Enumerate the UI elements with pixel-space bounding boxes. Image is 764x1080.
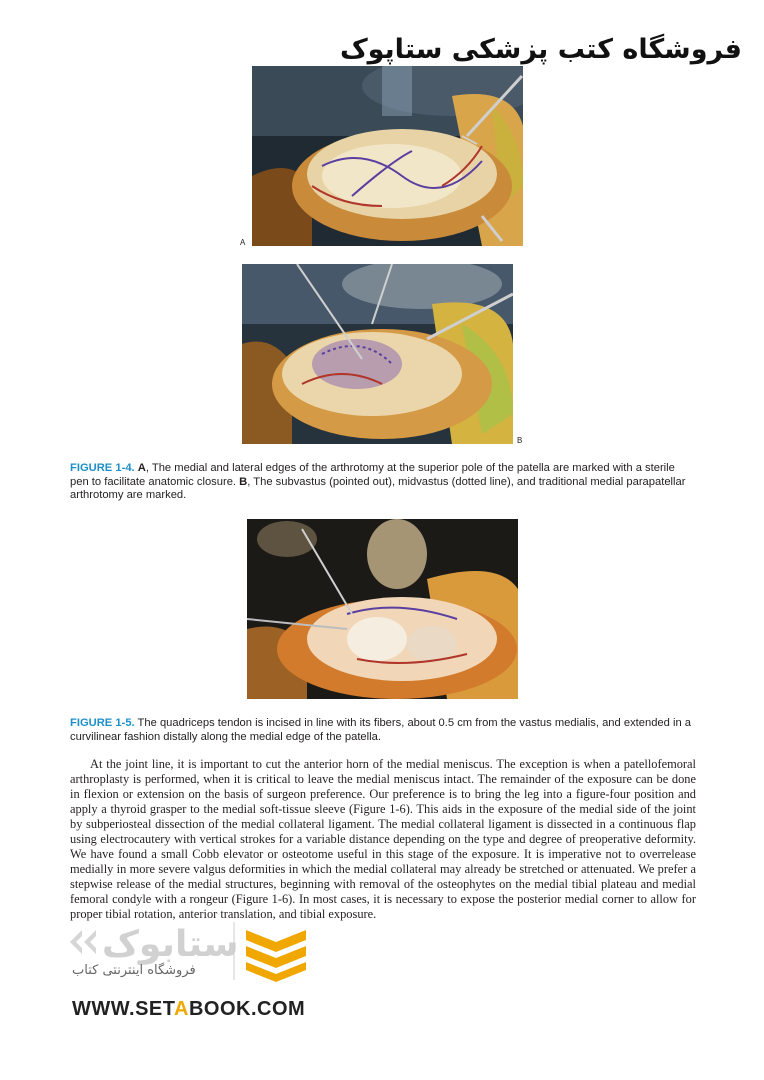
figure-1-5-caption [70,717,696,744]
panel-label-a: A [240,238,246,247]
watermark-tagline: فروشگاه اینترنتی کتاب [72,963,196,978]
url-prefix: WWW.SET [72,998,174,1020]
figure-1-5-number: FIGURE 1-5. [70,717,135,729]
surgical-photo-b [242,264,513,444]
caption-part-a-text: , The medial and lateral edges of the arthrotomy at the superior pole of the patella are marked with a sterile pen to facilitate anatomic closure. [70,462,675,488]
figure-1-4a-photo [252,66,523,246]
surgical-photo-c [247,519,518,699]
watermark-url [72,998,305,1021]
figure-1-4b-photo [242,264,513,444]
store-brand-header: فروشگاه کتب پزشکی ستاپوک [339,34,742,65]
figure-1-4-caption [70,462,696,503]
body-paragraph: At the joint line, it is important to cut the anterior horn of the medial meniscus. The exception is when a patellofemoral arthroplasty is performed, when it is critical to leave the medial meniscus intact. The remainder of the exposure can be done in flexion or extension on the basis of surgeon preference. Our preference is to bring the leg into a figure-four position and apply a thyroid grasper to the medial soft-tissue sleeve (Figure 1-6). This aids in the exposure of the medial side of the joint by subperiosteal dissection of the medial collateral ligament. The medial collateral ligament is dissected in a continuous flap using electrocautery with vertical strokes for a variable distance depending on the type and degree of preoperative deformity. We have found a small Cobb elevator or osteotome useful in this stage of the exposure. It is imperative not to overrelease medially in more severe valgus deformities in which the medial collateral may already be stretched or attenuated. We prefer a stepwise release of the medial structures, beginning with removal of the osteophytes on the medial tibial plateau and medial femoral condyle with a rongeur (Figure 1-6). In most cases, it is necessary to expose the posterior medial corner to allow for proper tibial rotation, anterior translation, and tibial exposure. [70,757,696,921]
logo-wordmark: ستابوک [102,924,239,965]
figure-1-5-caption-text: The quadriceps tendon is incised in line with its fibers, about 0.5 cm from the vastus medialis, and extended in a curvilinear fashion distally along the medial edge of the patella. [70,717,692,743]
surgical-photo-a [252,66,523,246]
url-accent: A [174,998,189,1020]
caption-part-b-letter: B [239,475,248,488]
url-suffix: BOOK.COM [188,998,306,1020]
panel-label-b: B [517,436,523,445]
caption-part-b-text: , The subvastus (pointed out), midvastus (dotted line), and traditional medial parapatellar arthrotomy are marked. [70,475,686,502]
figure-1-4-number: FIGURE 1-4. [70,462,135,474]
figure-1-5-photo [247,519,518,699]
caption-part-a-letter: A [137,462,146,474]
